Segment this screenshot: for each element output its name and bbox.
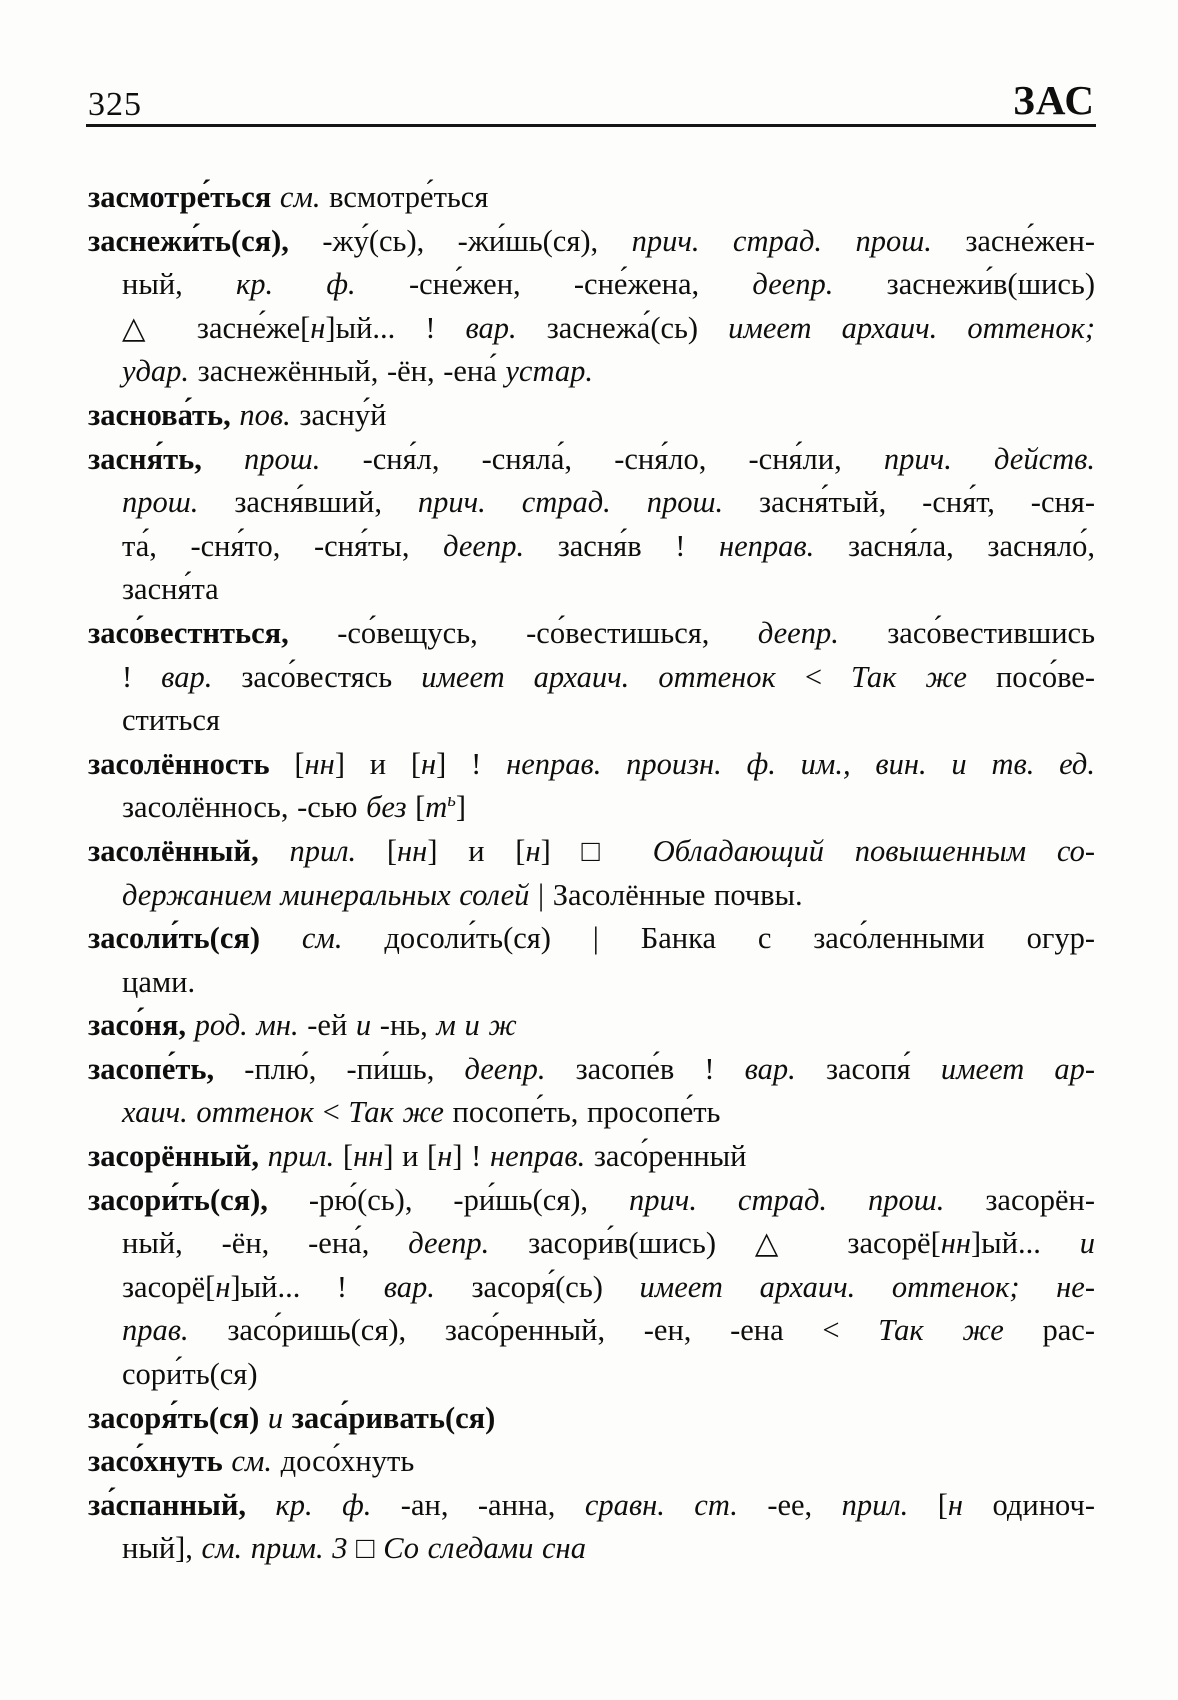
text-run: Так же [851,659,996,694]
text-run: неправ. произн. ф. им., вин. и тв. ед. [506,746,1095,781]
text-run: засолённость [88,746,295,781]
text-run: засну́й [299,397,387,432]
text-run: заснежи́ть(ся), [88,223,323,258]
text-run: деепр. [408,1226,529,1261]
entry-line [88,220,1095,264]
text-run: засо́ренный [593,1139,747,1174]
text-run: засоря́ть(ся) [88,1400,268,1435]
text-run: имеет архаич. оттенок; не- [639,1269,1095,1304]
text-run: < [804,659,852,694]
text-run: Так же [878,1313,1043,1348]
text-run: ] и [ [334,746,422,781]
entry-line [88,525,1095,569]
text-run: досоли́ть(ся) | Банка с засо́ленными огур- [384,921,1095,956]
entry-line [88,961,1095,1005]
entry-line [88,1484,1095,1528]
text-run: ный], [122,1531,202,1566]
text-run: засне́жен- [965,223,1095,258]
text-run: ]ый... ! [325,310,466,345]
text-run: ]ый... [971,1226,1080,1261]
entry-line [88,176,1095,220]
entry-line [88,307,1095,351]
text-run: прош. [244,441,363,476]
entry-line [88,568,1095,612]
text-run: т [425,790,448,825]
entry-line [88,830,1095,874]
text-run: рас- [1042,1313,1095,1348]
text-run: деепр. [752,267,887,302]
text-run: и [267,1400,292,1435]
text-run: неправ. [719,528,848,563]
text-run: заснежи́в(шись) [886,267,1095,302]
text-run: [ [386,833,398,868]
text-run: прил. [841,1487,938,1522]
text-run: м и ж [436,1008,517,1043]
text-run: ] ! [436,746,507,781]
text-run: -со́вещусь, -со́вестишься, [337,615,758,650]
text-run: засопе́в ! [575,1051,745,1086]
text-run: заса́ривать(ся) [291,1400,496,1435]
text-run: и [1079,1226,1095,1261]
text-run: □ [356,1531,384,1566]
text-run: без [366,790,416,825]
text-run: прош. [122,485,235,520]
text-run: засори́в(шись) △ засорё[ [528,1226,941,1261]
text-run: -ее, [767,1487,842,1522]
text-run: засмотре́ться [88,180,280,214]
text-run: нн [304,746,335,781]
text-run: ный, [122,267,237,302]
text-run: досо́хнуть [280,1444,415,1479]
text-run: кр. ф. [275,1487,401,1522]
text-run: н [525,833,541,868]
text-run: засня́в ! [557,528,720,563]
text-run: одиноч- [992,1487,1095,1522]
text-run: -рю́(сь), -ри́шь(ся), [308,1182,630,1217]
text-run: засопе́ть, [88,1051,245,1086]
text-run: засо́вестясь [241,659,422,694]
text-run: вар. [383,1269,472,1304]
text-run: н [310,310,326,345]
text-run: [ [294,746,305,781]
text-run: [ [342,1139,354,1174]
entry-line [88,438,1095,482]
running-head: ЗАС [1013,77,1095,123]
entry-line [88,1222,1095,1266]
text-run: пов. [239,397,300,432]
text-run: за́спанный, [88,1487,276,1522]
text-run: н [421,746,437,781]
text-run: ститься [122,703,220,738]
entry-line [88,1440,1095,1484]
text-run: хаич. оттенок [122,1095,323,1130]
text-run: засопя́ [825,1051,941,1086]
text-run: н [437,1139,453,1174]
text-run: засо́вестившись [887,615,1095,650]
text-run: вар. [465,310,547,345]
text-run: держанием минеральных солей [122,877,539,912]
text-run: деепр. [443,528,558,563]
text-run: прич. страд. прош. [631,223,966,258]
entry-line [88,1266,1095,1310]
text-run: засорён- [985,1182,1095,1217]
text-run: см. прим. 3 [201,1531,357,1566]
text-run: нн [397,833,428,868]
entry-line [88,656,1095,700]
entry-line [88,394,1095,438]
entry-line [88,350,1095,394]
text-run: посо́ве- [995,659,1095,694]
text-run: засолённось, -сью [122,790,367,825]
page-header [88,76,1095,124]
text-run: -нь, [379,1008,437,1043]
text-run: заснежённый, -ён, -ена́ [197,354,506,389]
text-run: нн [353,1139,384,1174]
text-run: засня́вший, [234,485,418,520]
text-run: прич. страд. прош. [629,1182,986,1217]
text-run: нн [940,1226,972,1261]
text-run: всмотре́ться [329,180,489,214]
text-run: | Засолённые почвы. [538,877,803,912]
text-run: Обладающий повышенным со- [652,833,1096,868]
text-run: ный, -ён, -ена́, [122,1226,409,1261]
text-run: та́, -сня́то, -сня́ты, [122,528,444,563]
text-run: имеет архаич. оттенок; [728,310,1095,345]
entry-line [88,699,1095,743]
text-run: заснежа́(сь) [546,310,729,345]
text-run: см. [279,180,330,214]
header-rule [86,124,1096,127]
text-run: засорё[ [122,1269,216,1304]
entry-line [88,917,1095,961]
text-run: ] и [ [427,833,526,868]
text-run: ] [455,790,467,825]
text-run: деепр. [757,615,888,650]
entry-line [88,1048,1095,1092]
entry-line [88,1309,1095,1353]
text-run: [ [415,790,426,825]
text-run: ] □ [540,833,653,868]
text-run: -ан, -анна, [400,1487,585,1522]
text-run: и [355,1008,380,1043]
text-run: ь [447,790,456,812]
entry-line [88,481,1095,525]
text-run: неправ. [489,1139,594,1174]
text-run: вар. [744,1051,826,1086]
text-run: ]ый... ! [230,1269,384,1304]
text-run: прич. действ. [883,441,1095,476]
text-run: засо́хнуть [88,1444,232,1479]
text-run: засня́та [122,572,219,607]
text-run: засо́ня, [88,1008,195,1043]
entry-line [88,743,1095,787]
text-run: н [215,1269,231,1304]
text-run: -сня́л, -сняла́, -сня́ло, -сня́ли, [362,441,884,476]
text-run: деепр. [464,1051,576,1086]
entry-line [88,1091,1095,1135]
text-run: засо́ришь(ся), засо́ренный, -ен, -ена < [227,1313,879,1348]
text-run: засори́ть(ся), [88,1182,309,1217]
text-run: засня́ла, засняло́, [847,528,1095,563]
dictionary-entries [88,176,1095,1571]
entry-line [88,1179,1095,1223]
text-run: см. [231,1444,281,1479]
text-run: см. [301,921,385,956]
text-run: вар. [161,659,242,694]
text-run: засоли́ть(ся) [88,921,302,956]
entry-line [88,1397,1095,1441]
text-run: ] ! [452,1139,490,1174]
text-run: засоря́(сь) [471,1269,640,1304]
text-run: ] и [ [383,1139,438,1174]
text-run: устар. [505,354,593,389]
text-run: сравн. ст. [584,1487,768,1522]
text-run: сори́ть(ся) [122,1357,258,1392]
text-run: кр. ф. [236,267,409,302]
text-run: н [947,1487,993,1522]
text-run: -жу́(сь), -жи́шь(ся), [322,223,632,258]
entry-line [88,874,1095,918]
text-run: цами. [122,964,196,999]
entry-line [88,263,1095,307]
text-run: -сне́жен, -сне́жена, [408,267,753,302]
text-run: посопе́ть, просопе́ть [452,1095,721,1130]
text-run: прил. [289,833,387,868]
text-run: прич. страд. прош. [417,485,760,520]
text-run: удар. [122,354,198,389]
text-run: Так же [348,1095,453,1130]
text-run: -ей [307,1008,356,1043]
text-run: засо́вестнться, [88,615,338,650]
text-run: Со следами сна [383,1531,586,1566]
text-run: ! [122,659,162,694]
text-run: заснова́ть, [88,397,240,432]
text-run: засня́ть, [88,441,245,476]
entry-line [88,1004,1095,1048]
text-run: △ засне́же[ [122,310,311,345]
entry-line [88,612,1095,656]
entry-line [88,786,1095,830]
text-run: [ [937,1487,948,1522]
entry-line [88,1353,1095,1397]
text-run: имеет ар- [940,1051,1096,1086]
text-run: прил. [267,1139,343,1174]
text-run: < [322,1095,349,1130]
text-run: засолённый, [88,833,290,868]
entry-line [88,1135,1095,1179]
text-run: засня́тый, -сня́т, -сня- [759,485,1095,520]
text-run: -плю́, -пи́шь, [244,1051,465,1086]
page-number: 325 [88,86,142,123]
entry-line [88,1527,1095,1571]
text-run: род. мн. [194,1008,308,1043]
text-run: имеет архаич. оттенок [421,659,805,694]
text-run: прав. [122,1313,228,1348]
text-run: засорённый, [88,1139,268,1174]
